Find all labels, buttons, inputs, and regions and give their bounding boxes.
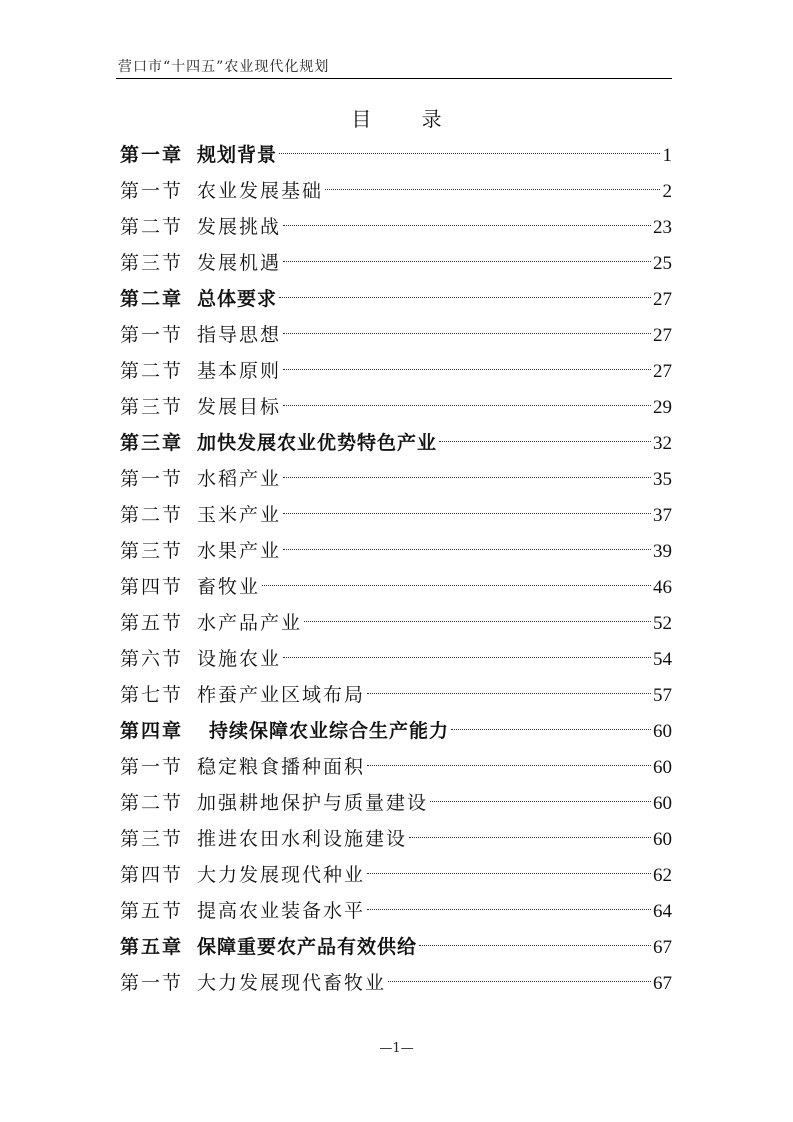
toc-section-entry[interactable] — [120, 569, 672, 605]
toc-entry-page: 62 — [653, 865, 672, 886]
dot-leader — [279, 297, 651, 298]
toc-entry-page: 23 — [653, 217, 672, 238]
toc-section-entry[interactable] — [120, 821, 672, 857]
toc-entry-page: 46 — [653, 577, 672, 598]
dot-leader — [419, 945, 651, 946]
toc-entry-label: 大力发展现代种业 — [197, 864, 366, 886]
toc-entry-page: 1 — [662, 145, 672, 166]
toc-entry-page: 57 — [653, 685, 672, 706]
dot-leader — [367, 909, 651, 910]
toc-section-entry[interactable] — [120, 353, 672, 389]
toc-entry-label: 稳定粮食播种面积 — [197, 756, 366, 778]
toc-section-entry[interactable] — [120, 641, 672, 677]
toc-entry-number: 第一节 — [120, 324, 184, 346]
toc-entry-page: 29 — [653, 397, 672, 418]
toc-entry-label: 水稻产业 — [197, 468, 282, 490]
toc-entry-label: 水果产业 — [197, 540, 282, 562]
toc-entry-number: 第五节 — [120, 900, 184, 922]
page-number: —1— — [379, 1041, 414, 1056]
toc-entry-page: 60 — [653, 829, 672, 850]
dot-leader — [283, 513, 651, 514]
toc-entry-number: 第四章 — [120, 720, 184, 742]
toc-entry-number: 第三节 — [120, 252, 184, 274]
running-header: 营口市“十四五”农业现代化规划 — [118, 59, 330, 75]
toc-entry-number: 第五章 — [120, 936, 184, 958]
toc-entry-page: 67 — [653, 937, 672, 958]
toc-chapter-entry[interactable] — [120, 281, 672, 317]
toc-entry-label: 规划背景 — [197, 144, 278, 166]
toc-entry-page: 27 — [653, 289, 672, 310]
toc-entry-label: 发展挑战 — [197, 216, 282, 238]
toc-section-entry[interactable] — [120, 677, 672, 713]
toc-section-entry[interactable] — [120, 857, 672, 893]
dot-leader — [283, 477, 651, 478]
toc-entry-number: 第三节 — [120, 540, 184, 562]
dot-leader — [409, 837, 651, 838]
toc-entry-number: 第一节 — [120, 180, 184, 202]
dot-leader — [283, 369, 651, 370]
dot-leader — [451, 729, 651, 730]
header-rule — [116, 78, 672, 79]
dot-leader — [283, 405, 651, 406]
toc-section-entry[interactable] — [120, 965, 672, 1001]
toc-entry-number: 第二章 — [120, 288, 184, 310]
toc-section-entry[interactable] — [120, 209, 672, 245]
toc-section-entry[interactable] — [120, 605, 672, 641]
toc-entry-page: 27 — [653, 325, 672, 346]
toc-section-entry[interactable] — [120, 785, 672, 821]
toc-section-entry[interactable] — [120, 461, 672, 497]
dot-leader — [439, 441, 651, 442]
toc-chapter-entry[interactable] — [120, 425, 672, 461]
toc-section-entry[interactable] — [120, 317, 672, 353]
toc-entry-number: 第二节 — [120, 504, 184, 526]
toc-entry-page: 27 — [653, 361, 672, 382]
toc-section-entry[interactable] — [120, 533, 672, 569]
toc-entry-number: 第四节 — [120, 576, 184, 598]
toc-entry-label: 玉米产业 — [197, 504, 282, 526]
dot-leader — [262, 585, 651, 586]
toc-entry-label: 柞蚕产业区域布局 — [197, 684, 366, 706]
dot-leader — [283, 225, 651, 226]
toc-entry-page: 35 — [653, 469, 672, 490]
toc-entry-label: 总体要求 — [197, 288, 278, 310]
dot-leader — [367, 765, 651, 766]
toc-chapter-entry[interactable] — [120, 137, 672, 173]
toc-chapter-entry[interactable] — [120, 713, 672, 749]
toc-entry-number: 第六节 — [120, 648, 184, 670]
toc-section-entry[interactable] — [120, 497, 672, 533]
toc-entry-page: 67 — [653, 973, 672, 994]
toc-entry-page: 60 — [653, 757, 672, 778]
toc-entry-number: 第五节 — [120, 612, 184, 634]
toc-entry-number: 第一章 — [120, 144, 184, 166]
toc-entry-label: 大力发展现代畜牧业 — [197, 972, 387, 994]
toc-entry-label: 提高农业装备水平 — [197, 900, 366, 922]
dot-leader — [283, 261, 651, 262]
toc-entry-label: 加快发展农业优势特色产业 — [197, 432, 438, 454]
toc-entry-label: 农业发展基础 — [197, 180, 324, 202]
toc-section-entry[interactable] — [120, 173, 672, 209]
toc-entry-label: 发展机遇 — [197, 252, 282, 274]
toc-chapter-entry[interactable] — [120, 929, 672, 965]
toc-entry-page: 54 — [653, 649, 672, 670]
toc-entry-number: 第一节 — [120, 468, 184, 490]
toc-entry-label: 保障重要农产品有效供给 — [197, 936, 418, 958]
toc-entry-page: 39 — [653, 541, 672, 562]
toc-entry-number: 第一节 — [120, 756, 184, 778]
toc-section-entry[interactable] — [120, 389, 672, 425]
toc-entry-page: 25 — [653, 253, 672, 274]
toc-entry-label: 水产品产业 — [197, 612, 303, 634]
toc-entry-label: 设施农业 — [197, 648, 282, 670]
toc-entry-page: 32 — [653, 433, 672, 454]
toc-entry-number: 第二节 — [120, 360, 184, 382]
dot-leader — [283, 657, 651, 658]
toc-entry-page: 60 — [653, 721, 672, 742]
toc-entry-label: 加强耕地保护与质量建设 — [197, 792, 429, 814]
toc-entry-page: 64 — [653, 901, 672, 922]
dot-leader — [283, 333, 651, 334]
toc-entry-number: 第一节 — [120, 972, 184, 994]
dot-leader — [283, 549, 651, 550]
dot-leader — [388, 981, 651, 982]
toc-entry-label: 发展目标 — [197, 396, 282, 418]
dot-leader — [279, 153, 660, 154]
toc-entry-number: 第三节 — [120, 828, 184, 850]
toc-entry-number: 第七节 — [120, 684, 184, 706]
toc-entry-page: 52 — [653, 613, 672, 634]
toc-entry-page: 37 — [653, 505, 672, 526]
toc-entry-label: 基本原则 — [197, 360, 282, 382]
toc-entry-label: 指导思想 — [197, 324, 282, 346]
toc-entry-number: 第二节 — [120, 216, 184, 238]
toc-entry-label: 推进农田水利设施建设 — [197, 828, 408, 850]
toc-title: 目 录 — [351, 107, 464, 131]
toc-entry-page: 60 — [653, 793, 672, 814]
dot-leader — [430, 801, 651, 802]
toc-section-entry[interactable] — [120, 749, 672, 785]
toc-section-entry[interactable] — [120, 893, 672, 929]
toc-entry-page: 2 — [662, 181, 672, 202]
toc-entry-number: 第四节 — [120, 864, 184, 886]
toc-section-entry[interactable] — [120, 245, 672, 281]
dot-leader — [304, 621, 651, 622]
dot-leader — [325, 189, 660, 190]
toc-entry-number: 第三节 — [120, 396, 184, 418]
dot-leader — [367, 693, 651, 694]
toc-entry-label: 持续保障农业综合生产能力 — [209, 720, 450, 742]
table-of-contents — [120, 137, 672, 1001]
toc-entry-number: 第三章 — [120, 432, 184, 454]
toc-entry-label: 畜牧业 — [197, 576, 261, 598]
toc-entry-number: 第二节 — [120, 792, 184, 814]
dot-leader — [367, 873, 651, 874]
